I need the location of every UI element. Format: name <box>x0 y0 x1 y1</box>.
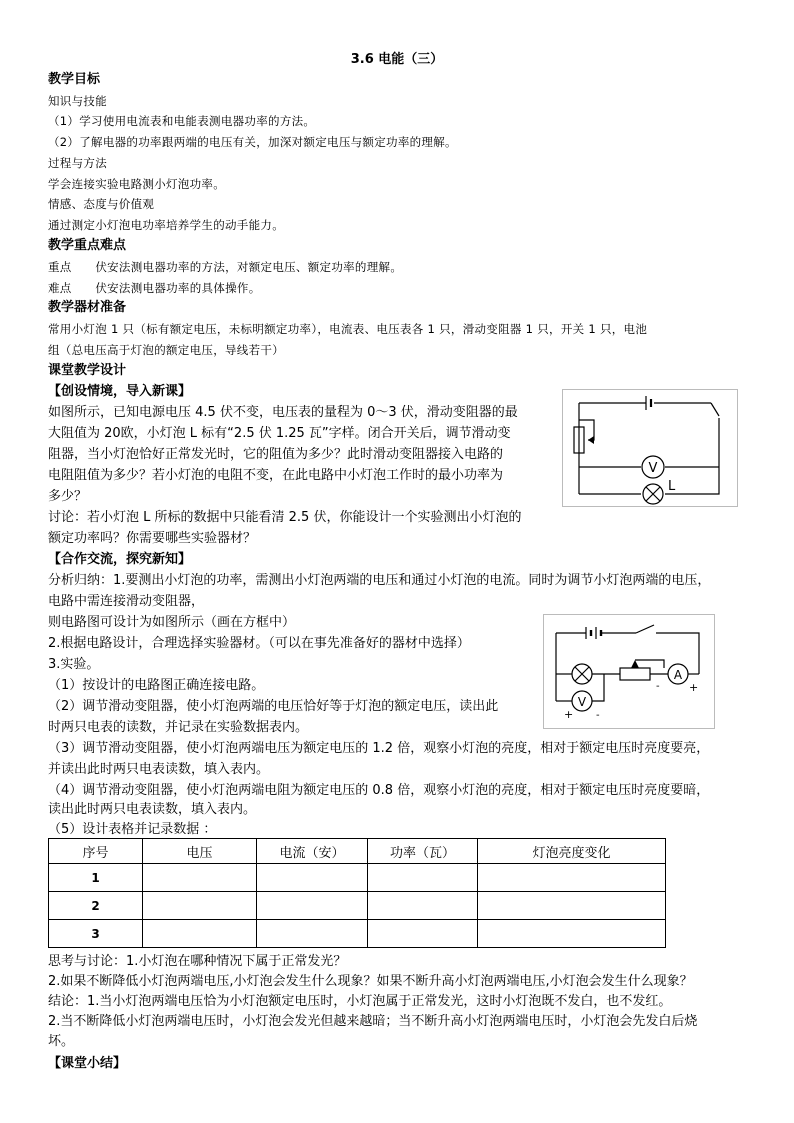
discussion-line: 讨论：若小灯泡 L 所标的数据中只能看清 2.5 伏，你能设计一个实验测出小灯泡的 <box>48 510 522 525</box>
analysis-line: （4）调节滑动变阻器，使小灯泡两端电阻为额定电压的 0.8 倍，观察小灯泡的亮度，相对于额定电压时亮度要暗， <box>48 783 710 798</box>
voltmeter-symbol-text: V <box>577 695 587 709</box>
heading-key: 教学重点难点 <box>48 238 127 253</box>
table-header-cell: 电压 <box>143 839 257 864</box>
knowledge-heading: 知识与技能 <box>48 94 107 108</box>
attitude-heading: 情感、态度与价值观 <box>48 197 155 211</box>
intro-line: 大阻值为 20欧，小灯泡 L 标有“2.5 伏 1.25 瓦”字样。闭合开关后，调节滑动变 <box>48 426 511 441</box>
analysis-line: 2.根据电路设计，合理选择实验器材。（可以在事先准备好的器材中选择） <box>48 636 470 651</box>
analysis-line: 则电路图可设计为如图所示（画在方框中） <box>48 615 296 630</box>
analysis-line: （3）调节滑动变阻器，使小灯泡两端电压为额定电压的 1.2 倍，观察小灯泡的亮度，相对于额定电压时亮度要亮， <box>48 741 710 756</box>
conclusion-line: 坏。 <box>48 1034 75 1049</box>
circuit-diagram-1 <box>563 390 737 506</box>
ammeter-plus-text: + <box>689 681 699 694</box>
voltmeter-symbol-text: V <box>648 461 658 476</box>
summary-heading: 【课堂小结】 <box>48 1056 127 1071</box>
analysis-line: 并读出此时两只电表读数，填入表内。 <box>48 762 270 777</box>
key-difficulty: 难点 伏安法测电器功率的具体操作。 <box>48 281 261 295</box>
table-header-cell: 灯泡亮度变化 <box>478 839 666 864</box>
lamp-label-text: L <box>668 479 676 494</box>
analysis-line: 读出此时两只电表读数，填入表内。 <box>48 802 257 817</box>
table-cell <box>368 920 478 948</box>
explore-heading: 【合作交流，探究新知】 <box>48 552 192 567</box>
table-header-cell: 功率（瓦） <box>368 839 478 864</box>
heading-equipment: 教学器材准备 <box>48 300 127 315</box>
intro-line: 多少？ <box>48 489 88 504</box>
equipment-line2: 组（总电压高于灯泡的额定电压，导线若干） <box>48 343 284 357</box>
data-table <box>48 838 666 948</box>
row-number-cell: 1 <box>49 864 143 892</box>
analysis-line: 分析归纳：1.要测出小灯泡的功率，需测出小灯泡两端的电压和通过小灯泡的电流。同时为调节小灯泡两端的电压， <box>48 573 711 588</box>
discussion-question: 思考与讨论：1.小灯泡在哪种情况下属于正常发光？ <box>48 954 347 969</box>
discussion-line: 额定功率吗？你需要哪些实验器材？ <box>48 531 257 546</box>
table-cell <box>143 864 257 892</box>
equipment-line1: 常用小灯泡 1 只（标有额定电压，未标明额定功率），电流表、电压表各 1 只，滑动变阻器 1 只，开关 1 只，电池 <box>48 322 648 336</box>
table-cell <box>257 892 368 920</box>
goal-k1: （1）学习使用电流表和电能表测电器功率的方法。 <box>48 114 316 128</box>
voltmeter-minus-text: - <box>596 710 600 721</box>
table-header-cell: 序号 <box>49 839 143 864</box>
table-cell <box>478 864 666 892</box>
ammeter-minus-text: - <box>656 681 660 692</box>
heading-goals: 教学目标 <box>48 72 101 87</box>
intro-line: 电阻阻值为多少？若小灯泡的电阻不变，在此电路中小灯泡工作时的最小功率为 <box>48 468 504 483</box>
analysis-line: （5）设计表格并记录数据 ： <box>48 822 217 837</box>
row-number-cell: 2 <box>49 892 143 920</box>
circuit-figure-2 <box>543 614 715 729</box>
conclusion-line: 2.当不断降低小灯泡两端电压时，小灯泡会发光但越来越暗；当不断升高小灯泡两端电压时，小灯泡会先发白后烧 <box>48 1014 698 1029</box>
process-text: 学会连接实验电路测小灯泡功率。 <box>48 177 225 191</box>
process-heading: 过程与方法 <box>48 156 107 170</box>
table-header-row <box>49 839 666 864</box>
heading-design: 课堂教学设计 <box>48 363 127 378</box>
voltmeter-plus-text: + <box>564 708 574 721</box>
table-row <box>49 892 666 920</box>
row-number-cell: 3 <box>49 920 143 948</box>
ammeter-symbol-text: A <box>673 668 683 682</box>
table-cell <box>143 920 257 948</box>
goal-k2: （2）了解电器的功率跟两端的电压有关，加深对额定电压与额定功率的理解。 <box>48 135 457 149</box>
discussion-question: 2.如果不断降低小灯泡两端电压,小灯泡会发生什么现象？如果不断升高小灯泡两端电压,小灯泡会发生什么现象？ <box>48 974 693 989</box>
table-row <box>49 920 666 948</box>
circuit-figure-1 <box>562 389 738 507</box>
key-focus: 重点 伏安法测电器功率的方法，对额定电压、额定功率的理解。 <box>48 260 403 274</box>
table-header-cell: 电流（安） <box>257 839 368 864</box>
table-cell <box>257 864 368 892</box>
analysis-line: 时两只电表的读数，并记录在实验数据表内。 <box>48 720 309 735</box>
attitude-text: 通过测定小灯泡电功率培养学生的动手能力。 <box>48 218 284 232</box>
table-cell <box>143 892 257 920</box>
intro-line: 阻器，当小灯泡恰好正常发光时，它的阻值为多少？此时滑动变阻器接入电路的 <box>48 447 504 462</box>
conclusion-line: 结论：1.当小灯泡两端电压恰为小灯泡额定电压时，小灯泡属于正常发光，这时小灯泡既不发白，也不发红。 <box>48 994 672 1009</box>
intro-line: 如图所示，已知电源电压 4.5 伏不变，电压表的量程为 0～3 伏，滑动变阻器的最 <box>48 405 518 420</box>
table-cell <box>478 920 666 948</box>
analysis-line: （1）按设计的电路图正确连接电路。 <box>48 678 265 693</box>
analysis-line: 3.实验。 <box>48 657 100 672</box>
intro-heading: 【创设情境，导入新课】 <box>48 384 192 399</box>
circuit-diagram-2 <box>544 615 714 728</box>
table-row <box>49 864 666 892</box>
page-title: 3.6 电能（三） <box>350 52 444 67</box>
table-cell <box>257 920 368 948</box>
analysis-line: （2）调节滑动变阻器，使小灯泡两端的电压恰好等于灯泡的额定电压，读出此 <box>48 699 499 714</box>
table-cell <box>368 892 478 920</box>
table-cell <box>478 892 666 920</box>
table-cell <box>368 864 478 892</box>
analysis-line: 电路中需连接滑动变阻器， <box>48 594 205 609</box>
